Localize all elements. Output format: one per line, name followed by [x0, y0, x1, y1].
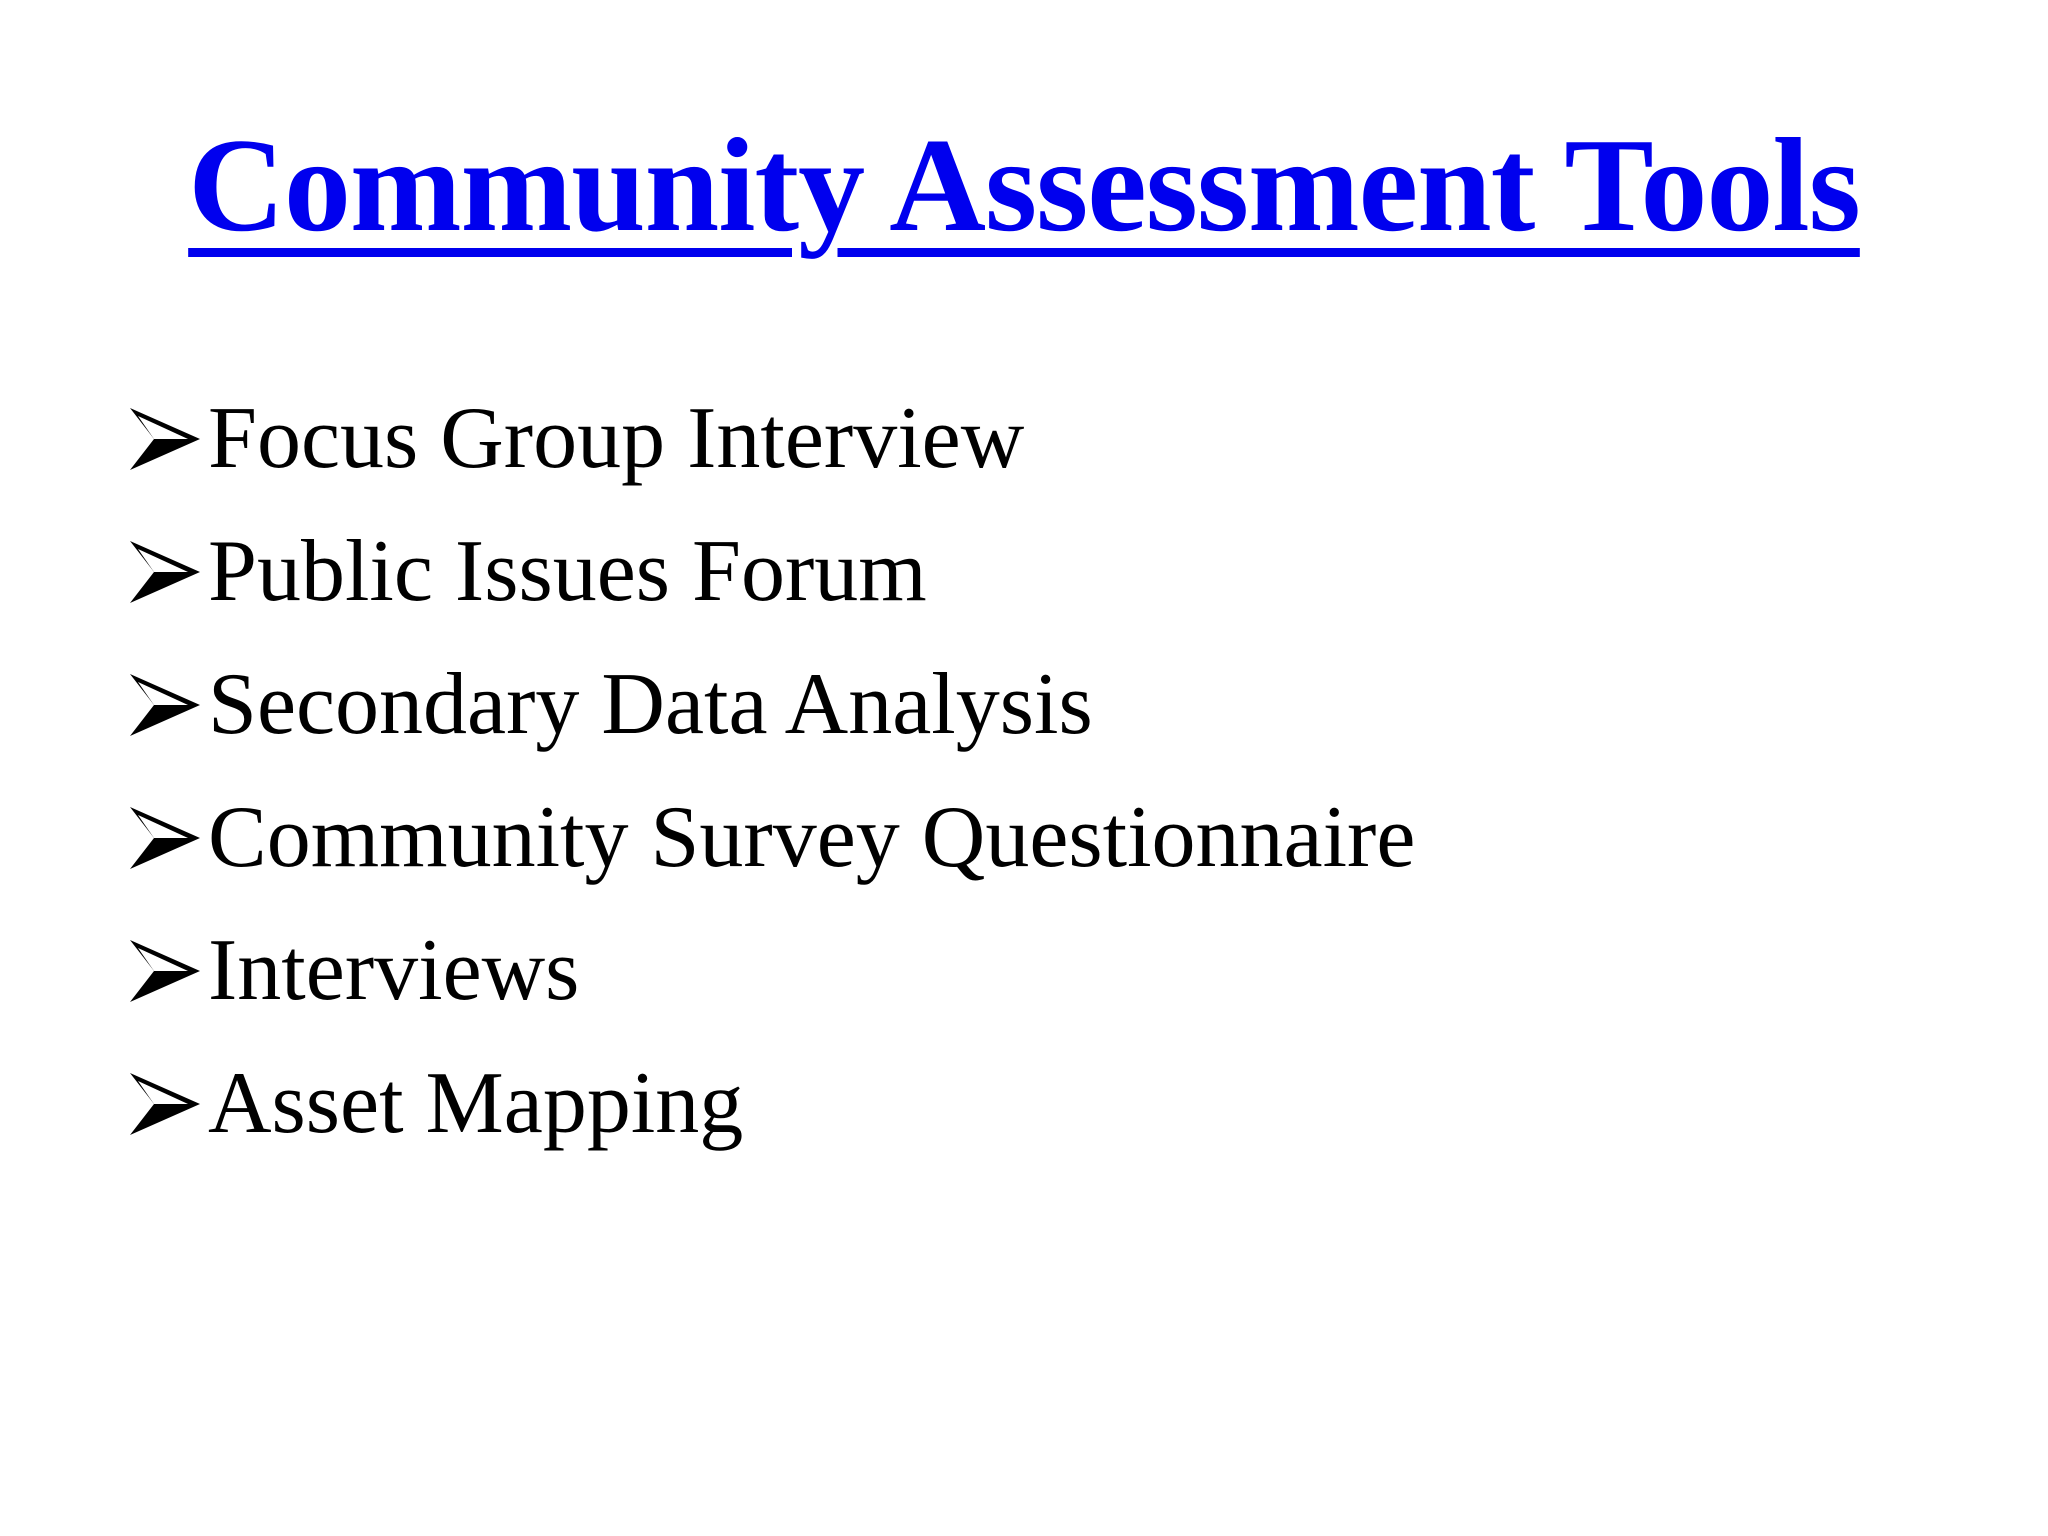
- arrow-bullet-icon: [130, 940, 200, 1002]
- bullet-label: Interviews: [208, 921, 580, 1019]
- list-item: [130, 638, 1415, 771]
- arrow-bullet-icon: [130, 1073, 200, 1135]
- arrow-bullet-icon: [130, 408, 200, 470]
- bullet-label: Focus Group Interview: [208, 389, 1025, 487]
- arrow-bullet-icon: [130, 674, 200, 736]
- list-item: [130, 1037, 1415, 1170]
- list-item: [130, 904, 1415, 1037]
- list-item: [130, 771, 1415, 904]
- list-item: [130, 505, 1415, 638]
- bullet-list: [130, 372, 1415, 1170]
- arrow-bullet-icon: [130, 807, 200, 869]
- bullet-label: Public Issues Forum: [208, 522, 927, 620]
- bullet-label: Asset Mapping: [208, 1054, 744, 1152]
- list-item: [130, 372, 1415, 505]
- slide-title: Community Assessment Tools: [188, 111, 1860, 259]
- arrow-bullet-icon: [130, 541, 200, 603]
- bullet-label: Secondary Data Analysis: [208, 655, 1093, 753]
- bullet-label: Community Survey Questionnaire: [208, 788, 1416, 886]
